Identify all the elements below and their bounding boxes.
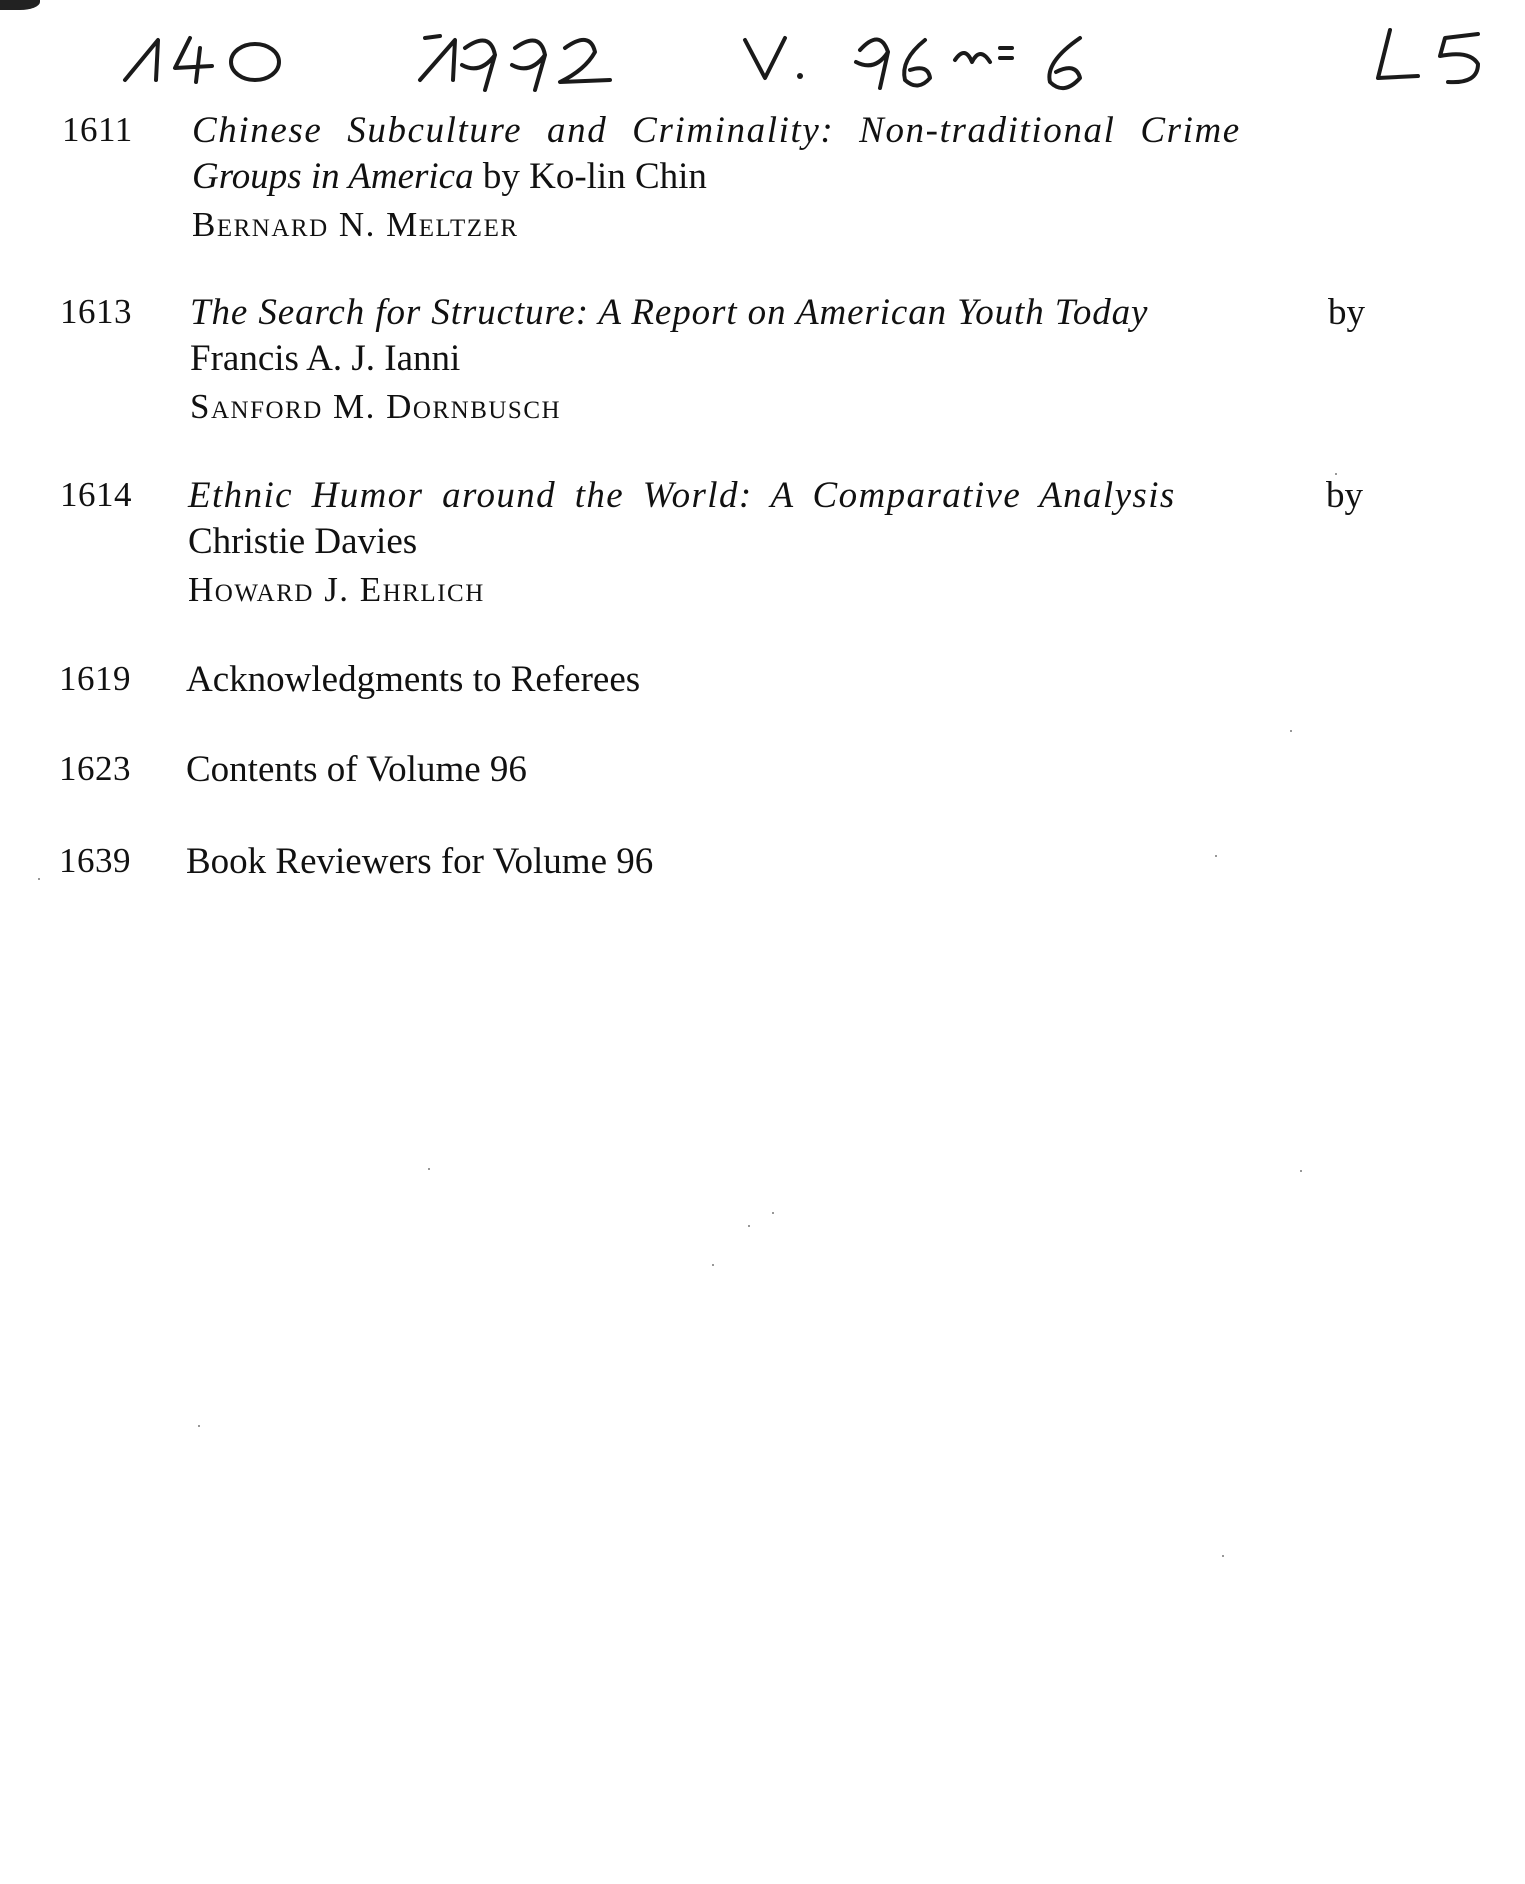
book-title: Ethnic Humor around the World: A Comparative Analysis — [188, 475, 1176, 516]
scan-speck — [1300, 1170, 1302, 1172]
book-title: The Search for Structure: A Report on American Youth Today — [190, 292, 1149, 333]
page-number: 1613 — [60, 292, 132, 331]
author-name: Francis A. J. Ianni — [190, 338, 461, 379]
title-line-2 — [192, 154, 1367, 200]
entry-title: Contents of Volume 96 — [186, 749, 527, 790]
scan-speck — [1215, 855, 1217, 857]
handwritten-annotation — [0, 0, 1525, 110]
author-connector: by — [1326, 475, 1363, 516]
page-number: 1619 — [59, 659, 131, 698]
author-connector: by — [1328, 292, 1365, 333]
scan-speck — [38, 878, 40, 880]
entry-body — [190, 290, 1365, 432]
entry-title: Book Reviewers for Volume 96 — [186, 841, 654, 882]
scan-speck — [712, 1264, 714, 1266]
page-number: 1623 — [59, 749, 131, 788]
reviewer-name: Howard J. Ehrlich — [188, 570, 485, 609]
scan-speck — [428, 1168, 430, 1170]
scan-speck — [1222, 1555, 1224, 1557]
reviewer-name: Bernard N. Meltzer — [192, 205, 519, 244]
book-title: Chinese Subculture and Criminality: Non-traditional Crime — [192, 110, 1241, 151]
scan-speck — [772, 1212, 774, 1214]
title-line-1 — [190, 290, 1365, 336]
scan-speck — [1335, 473, 1337, 475]
page-number: 1611 — [62, 110, 133, 149]
entry-body — [192, 108, 1367, 250]
reviewer-name: Sanford M. Dornbusch — [190, 387, 562, 426]
handwriting-segment-v96n6 — [745, 38, 1080, 88]
title-line-1 — [188, 473, 1363, 519]
book-title-continued: Groups in America — [192, 156, 474, 197]
title-line-1 — [192, 108, 1367, 154]
page-number: 1614 — [60, 475, 132, 514]
page-number: 1639 — [59, 841, 131, 880]
author-credit: by Ko-lin Chin — [473, 156, 707, 197]
handwriting-segment-ls — [1378, 30, 1478, 82]
handwriting-segment-1991 — [420, 36, 610, 90]
entry-body — [188, 473, 1363, 615]
scan-speck — [198, 1425, 200, 1427]
author-name: Christie Davies — [188, 521, 418, 562]
scan-speck — [1290, 730, 1292, 732]
entry-title: Acknowledgments to Referees — [186, 659, 641, 700]
handwriting-segment-140 — [125, 38, 279, 82]
scan-speck — [748, 1225, 750, 1227]
